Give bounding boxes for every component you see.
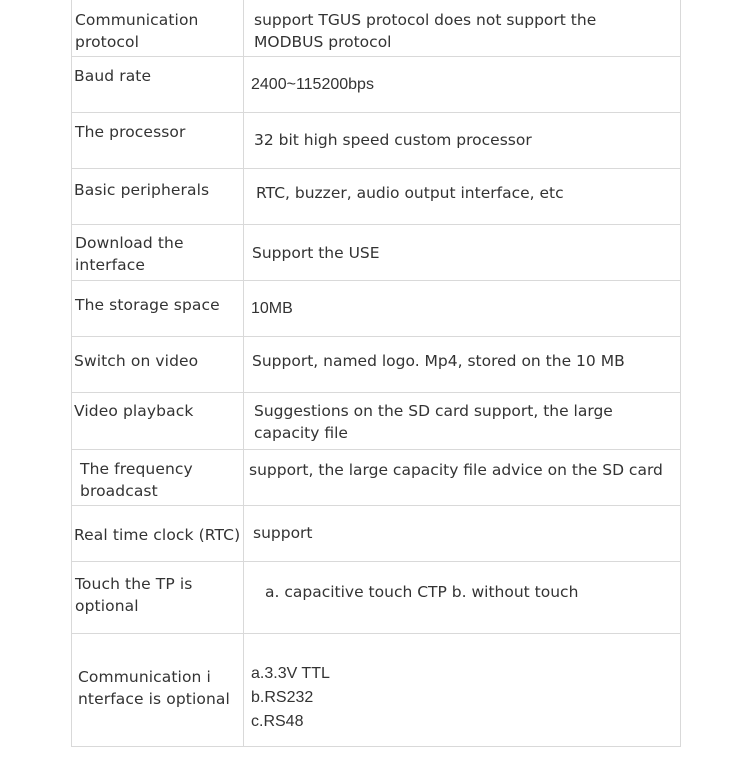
table-row xyxy=(72,0,680,57)
table-row xyxy=(72,169,680,225)
row-label: Real time clock (RTC) xyxy=(74,526,241,544)
table-row xyxy=(72,337,680,393)
row-value: support TGUS protocol does not support the MODBUS protocol xyxy=(254,11,597,51)
row-label: Communication i nterface is optional xyxy=(78,668,230,708)
row-label: Touch the TP is optional xyxy=(75,575,193,615)
table-row xyxy=(72,57,680,113)
row-label: Download the interface xyxy=(75,234,184,274)
row-value: 32 bit high speed custom processor xyxy=(254,131,532,149)
table-row xyxy=(72,113,680,169)
table-row xyxy=(72,281,680,337)
row-label: The frequency broadcast xyxy=(80,460,193,500)
row-value: a.3.3V TTL b.RS232 c.RS48 xyxy=(251,665,330,730)
row-value: a. capacitive touch CTP b. without touch xyxy=(265,583,579,601)
spec-table xyxy=(71,0,681,747)
table-row xyxy=(72,225,680,281)
row-value: Suggestions on the SD card support, the large capacity file xyxy=(254,402,613,442)
row-value: Support the USE xyxy=(252,244,380,262)
row-value: support, the large capacity file advice on the SD card xyxy=(249,461,663,479)
row-label: Basic peripherals xyxy=(74,181,210,199)
row-value: support xyxy=(253,524,313,542)
row-value: 10MB xyxy=(251,300,293,317)
row-label: The storage space xyxy=(75,296,220,314)
table-row xyxy=(72,393,680,450)
table-row xyxy=(72,562,680,634)
row-label: Communication protocol xyxy=(75,11,199,51)
table-row xyxy=(72,506,680,562)
row-value: RTC, buzzer, audio output interface, etc xyxy=(256,184,564,202)
row-label: Baud rate xyxy=(74,67,152,85)
table-row xyxy=(72,450,680,506)
row-value: 2400~115200bps xyxy=(251,76,374,93)
row-label: The processor xyxy=(75,123,186,141)
row-label: Switch on video xyxy=(74,352,199,370)
row-value: Support, named logo. Mp4, stored on the 10 MB xyxy=(252,352,625,370)
table-row xyxy=(72,634,680,746)
row-label: Video playback xyxy=(74,402,194,420)
